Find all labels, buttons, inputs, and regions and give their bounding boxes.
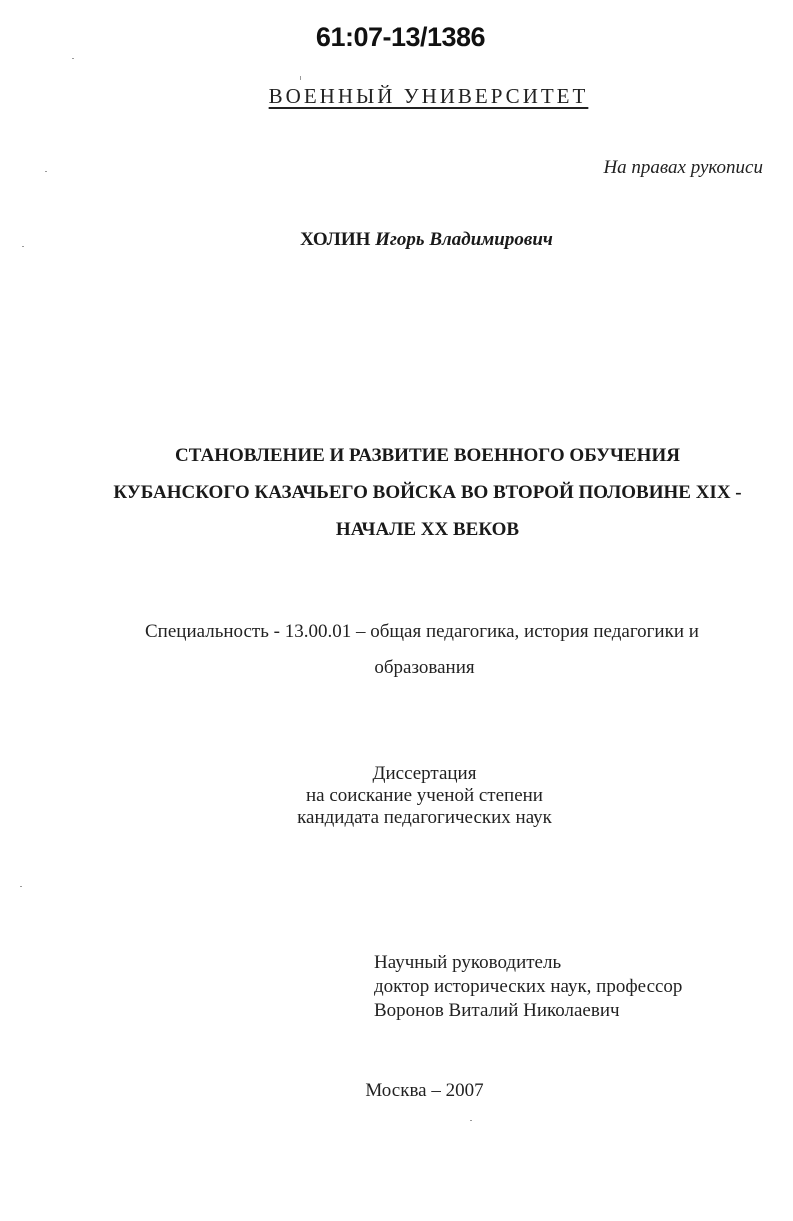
scan-speck [22,246,24,247]
title-line: КУБАНСКОГО КАЗАЧЬЕГО ВОЙСКА ВО ВТОРОЙ ПОЛОВИНЕ XIX - [113,482,742,503]
scan-speck [72,58,74,59]
specialty-line: Специальность - 13.00.01 – общая педагогика, история педагогики и [145,621,699,642]
supervisor-line: Воронов Виталий Николаевич [374,1000,620,1021]
degree-line: кандидата педагогических наук [297,807,552,828]
title-line: НАЧАЛЕ XX ВЕКОВ [335,519,520,540]
supervisor-line: Научный руководитель [374,952,562,973]
degree-line: на соискание ученой степени [306,785,543,806]
author-surname: ХОЛИН [300,229,371,250]
dissertation-title [60,437,793,548]
rights-note: На правах рукописи [603,157,763,178]
specialty-continuation: образования [374,657,475,678]
degree-line: Диссертация [372,763,477,784]
scan-speck [300,76,301,80]
author-name [0,229,793,251]
catalog-code: 61:07-13/1386 [315,22,486,52]
scan-speck [470,1120,472,1121]
scan-speck [45,171,47,172]
institution-name: ВОЕННЫЙ УНИВЕРСИТЕТ [268,84,589,108]
title-line: СТАНОВЛЕНИЕ И РАЗВИТИЕ ВОЕННОГО ОБУЧЕНИЯ [175,445,680,466]
supervisor-block [374,951,682,1023]
city-year: Москва – 2007 [365,1080,484,1101]
author-given-names: Игорь Владимирович [375,229,553,250]
supervisor-line: доктор исторических наук, профессор [374,976,683,997]
degree-statement [0,763,793,829]
scan-speck [20,886,22,887]
